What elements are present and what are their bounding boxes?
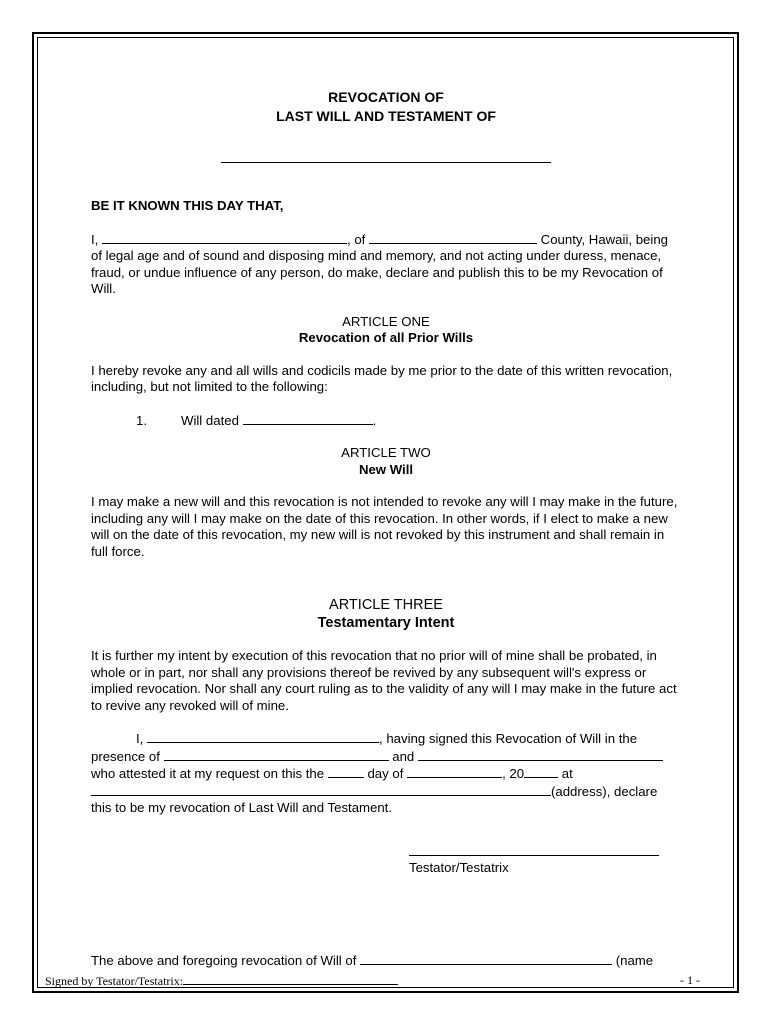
article-one-heading: ARTICLE ONE <box>342 313 430 329</box>
foregoing-name: (name <box>615 953 654 968</box>
witness-1-blank[interactable] <box>164 748 389 761</box>
intro-rest: being of legal age and of sound and disposing mind and memory, and not acting under duress, menace, fraud, or undue influence of any person, do make, declare and publish this to be my Revocation of Will. <box>91 231 668 296</box>
foregoing-name-blank[interactable] <box>360 952 612 965</box>
attestation-line-5: this to be my revocation of Last Will and Testament. <box>91 800 393 815</box>
intro-of: , of <box>347 231 366 247</box>
day-blank[interactable] <box>328 765 364 778</box>
document-body <box>91 88 681 970</box>
be-it-known-heading: BE IT KNOWN THIS DAY THAT, <box>91 198 284 213</box>
attest-having-signed: , having signed this Revocation of Will in the <box>379 731 638 746</box>
foregoing-text: The above and foregoing revocation of Will of <box>91 953 357 968</box>
article-three-heading: ARTICLE THREE <box>329 597 443 613</box>
page-number: - 1 - <box>680 973 700 987</box>
attest-who: who attested it at my request on this the <box>91 766 325 781</box>
title-line-1: REVOCATION OF <box>328 89 444 105</box>
attestation-line-1 <box>91 730 681 748</box>
title-line-2: LAST WILL AND TESTAMENT OF <box>276 108 496 124</box>
year-blank[interactable] <box>524 765 558 778</box>
article-one-name: Revocation of all Prior Wills <box>298 330 474 345</box>
attest-name-blank[interactable] <box>147 730 379 743</box>
attest-i: I, <box>136 731 144 746</box>
will-date-blank[interactable] <box>243 412 373 425</box>
testator-signature-line[interactable] <box>409 855 659 856</box>
month-blank[interactable] <box>407 765 502 778</box>
article-three-text: It is further my intent by execution of this revocation that no prior will of mine shall be probated, in whole or in part, nor shall any provisions thereof be revived by any subsequent will's express or implied revocation. Nor shall any court ruling as to the validity of any will I may make in the future act to revive any revoked will of mine. <box>91 648 677 713</box>
footer-signature-blank[interactable] <box>183 973 398 985</box>
attestation-line-4 <box>91 783 681 801</box>
article-one-text: I hereby revoke any and all wills and codicils made by me prior to the date of this written revocation, including, but not limited to the following: <box>91 362 673 394</box>
testator-name-blank[interactable] <box>221 162 551 163</box>
address-blank[interactable] <box>91 783 551 796</box>
attest-comma-20: , 20 <box>502 766 525 781</box>
intro-name-blank[interactable] <box>102 231 347 244</box>
article-three-name: Testamentary Intent <box>317 615 455 631</box>
attest-presence: presence of <box>91 748 160 764</box>
footer-signed-by: Signed by Testator/Testatrix: <box>45 974 184 988</box>
article-two-name: New Will <box>358 461 414 477</box>
intro-county-blank[interactable] <box>369 231 537 244</box>
attest-day-of: day of <box>367 766 404 781</box>
foregoing-paragraph <box>91 952 681 970</box>
item-label: Will dated <box>181 412 239 428</box>
intro-county: County, Hawaii, <box>540 231 633 247</box>
intro-i: I, <box>91 231 99 247</box>
attest-and: and <box>392 748 415 764</box>
testator-signature-label: Testator/Testatrix <box>409 859 509 875</box>
page-footer <box>45 973 700 989</box>
article-two-heading: ARTICLE TWO <box>341 445 431 460</box>
item-number: 1. <box>136 412 147 428</box>
attestation-line-2 <box>91 748 681 766</box>
article-two-text: I may make a new will and this revocation is not intended to revoke any will I may make in the future, including any will I may make on the date of this revocation. In other words, if I elect to make a new will on the date of this revocation, my new will is not revoked by this instrument and shall remain in full force. <box>91 494 678 559</box>
document-title <box>91 88 681 126</box>
attest-at: at <box>561 766 573 781</box>
list-item <box>91 412 681 430</box>
intro-paragraph <box>91 231 681 298</box>
item-end: . <box>372 412 377 428</box>
article-three-heading-block <box>91 596 681 632</box>
article-two-heading-block <box>91 445 681 478</box>
attest-address: (address), declare <box>551 783 658 799</box>
attestation-paragraph <box>91 730 681 817</box>
article-one-heading-block <box>91 314 681 347</box>
witness-2-blank[interactable] <box>418 748 663 761</box>
attestation-line-3 <box>91 765 681 783</box>
